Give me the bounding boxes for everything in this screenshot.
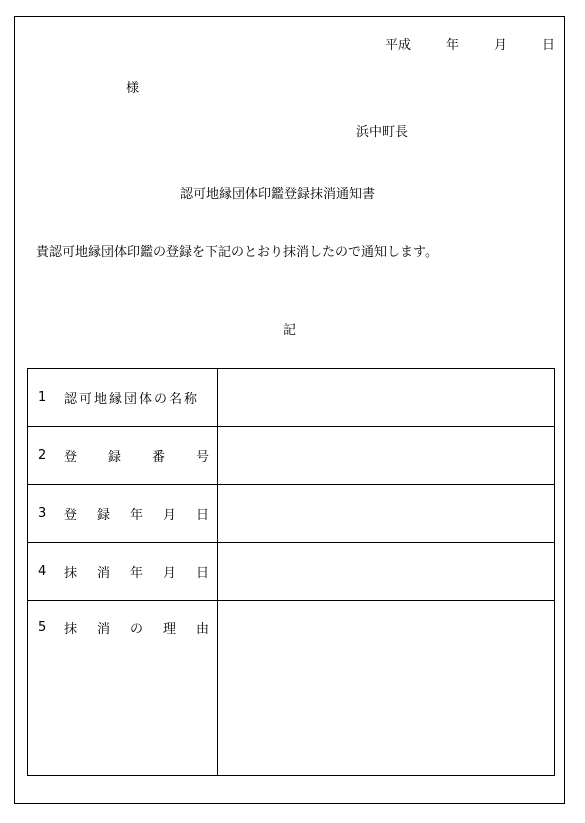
date-era: 平成	[385, 38, 412, 53]
table-row	[28, 601, 555, 776]
label-cell	[28, 485, 218, 543]
row-label-char: の	[129, 622, 143, 637]
sender-name: 浜中町長	[356, 125, 409, 140]
row-label: 認可地縁団体の名称	[64, 392, 200, 407]
date-year-label: 年	[446, 38, 460, 53]
row-label-char: 番	[151, 450, 165, 465]
row-number: 5	[38, 620, 47, 635]
row-label-char: 日	[195, 566, 209, 581]
row-label-char: 日	[195, 508, 209, 523]
details-table	[27, 368, 555, 776]
addressee-suffix: 様	[126, 81, 140, 96]
row-number: 3	[38, 506, 47, 521]
row-label-char: 消	[96, 566, 110, 581]
row-label-char: 月	[162, 508, 176, 523]
row-label-char: 録	[96, 508, 110, 523]
notice-body-text: 貴認可地縁団体印鑑の登録を下記のとおり抹消したので通知します。	[36, 245, 438, 260]
value-cell-cancellation-date[interactable]	[218, 543, 555, 601]
label-cell	[28, 369, 218, 427]
row-label-char: 登	[64, 508, 78, 523]
table-row	[28, 485, 555, 543]
row-label-char: 由	[195, 622, 209, 637]
document-page	[14, 16, 565, 804]
row-number: 1	[38, 390, 47, 405]
date-day-label: 日	[542, 38, 556, 53]
row-label	[64, 446, 209, 465]
table-row	[28, 543, 555, 601]
row-label-char: 年	[129, 508, 143, 523]
table-row	[28, 427, 555, 485]
row-label-char: 登	[64, 450, 78, 465]
row-label-char: 年	[129, 566, 143, 581]
value-cell-registration-date[interactable]	[218, 485, 555, 543]
ki-heading: 記	[283, 323, 297, 338]
date-month-label: 月	[494, 38, 508, 53]
row-number: 2	[38, 448, 47, 463]
row-label-char: 号	[195, 450, 209, 465]
table-row	[28, 369, 555, 427]
value-cell-registration-number[interactable]	[218, 427, 555, 485]
value-cell-organization-name[interactable]	[218, 369, 555, 427]
row-label-char: 月	[162, 566, 176, 581]
row-label-char: 理	[162, 622, 176, 637]
row-label-char: 抹	[64, 622, 78, 637]
row-number: 4	[38, 564, 47, 579]
row-label-char: 録	[107, 450, 121, 465]
label-cell	[28, 543, 218, 601]
row-label	[64, 562, 209, 581]
row-label	[64, 504, 209, 523]
row-label	[64, 618, 209, 637]
date-line	[385, 38, 555, 54]
row-label-char: 消	[96, 622, 110, 637]
label-cell	[28, 601, 218, 776]
label-cell	[28, 427, 218, 485]
value-cell-cancellation-reason[interactable]	[218, 601, 555, 776]
row-label-char: 抹	[64, 566, 78, 581]
document-title: 認可地縁団体印鑑登録抹消通知書	[180, 187, 376, 202]
